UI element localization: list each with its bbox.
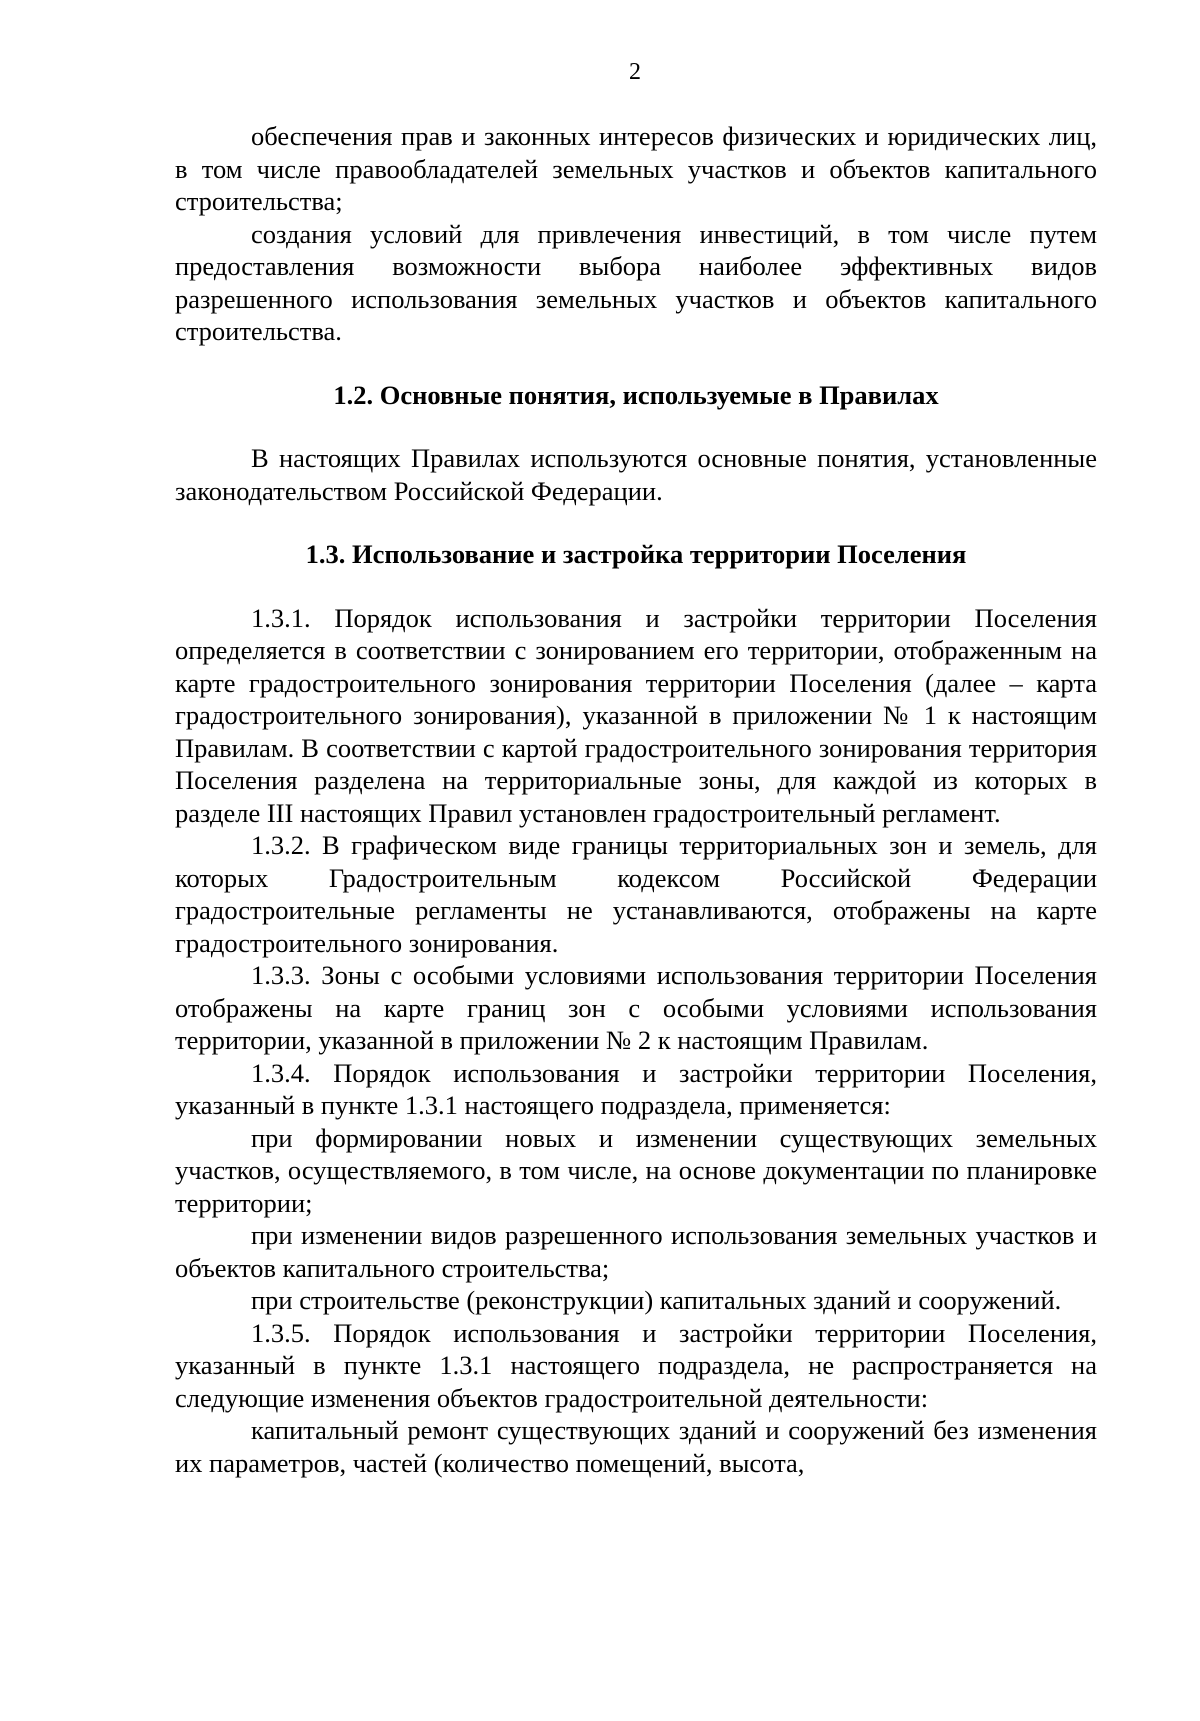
paragraph: капитальный ремонт существующих зданий и сооружений без изменения их параметров, частей (количество помещений, высота, [175, 1415, 1097, 1478]
document-body [175, 120, 1097, 1479]
paragraph: В настоящих Правилах используются основные понятия, установленные законодательством Российской Федерации. [175, 443, 1097, 506]
paragraph: при изменении видов разрешенного использования земельных участков и объектов капитального строительства; [175, 1220, 1097, 1283]
section-heading: 1.2. Основные понятия, используемые в Правилах [333, 379, 939, 410]
paragraph: обеспечения прав и законных интересов физических и юридических лиц, в том числе правообладателей земельных участков и объектов капитального строительства; [175, 121, 1097, 216]
section-heading: 1.3. Использование и застройка территории Поселения [305, 539, 967, 569]
paragraph: при формировании новых и изменении существующих земельных участков, осуществляемого, в том числе, на основе документации по планировке территории; [175, 1122, 1097, 1218]
paragraph: создания условий для привлечения инвестиций, в том числе путем предоставления возможности выбора наиболее эффективных видов разрешенного использования земельных участков и объектов капитального строительства. [175, 218, 1097, 346]
paragraph: 1.3.5. Порядок использования и застройки территории Поселения, указанный в пункте 1.3.1 настоящего подраздела, не распространяется на следующие изменения объектов градостроительной деятельности: [175, 1317, 1097, 1413]
paragraph: 1.3.4. Порядок использования и застройки территории Поселения, указанный в пункте 1.3.1 настоящего подраздела, применяется: [175, 1057, 1097, 1120]
paragraph: 1.3.2. В графическом виде границы территориальных зон и земель, для которых Градостроительным кодексом Российской Федерации градостроительные регламенты не устанавливаются, отображены на карте градостроительного зонирования. [175, 830, 1097, 958]
paragraph: 1.3.3. Зоны с особыми условиями использования территории Поселения отображены на карте границ зон с особыми условиями использования территории, указанной в приложении № 2 к настоящим Правилам. [175, 960, 1097, 1055]
paragraph: при строительстве (реконструкции) капитальных зданий и сооружений. [251, 1285, 1062, 1315]
page-number: 2 [629, 59, 641, 85]
paragraph: 1.3.1. Порядок использования и застройки территории Поселения определяется в соответствии с зонированием его территории, отображенным на карте градостроительного зонирования территории Поселения (далее – карта градостроительного зонирования), указанной в приложении № 1 к настоящим Правилам. В соответствии с картой градостроительного зонирования территория Поселения разделена на территориальные зоны, для каждой из которых в разделе III настоящих Правил установлен градостроительный регламент. [175, 602, 1097, 828]
